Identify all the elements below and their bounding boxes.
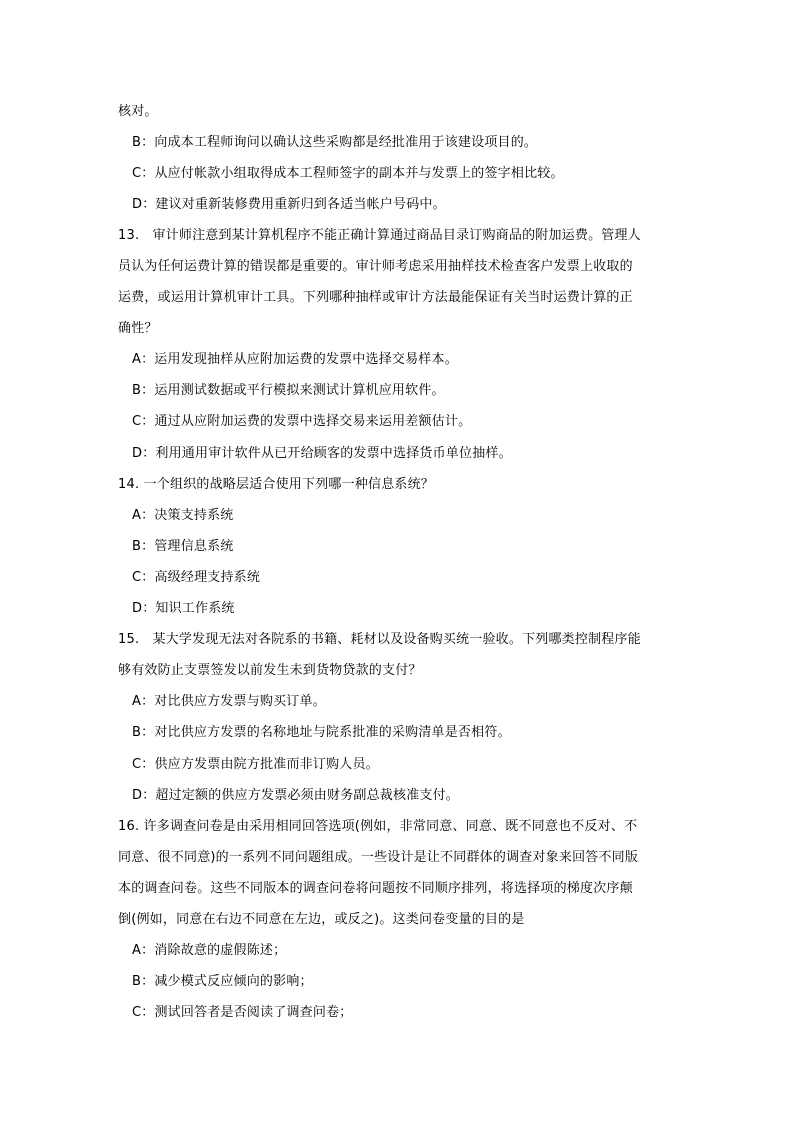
- option-b: B：对比供应方发票的名称地址与院系批准的采购清单是否相符。: [132, 725, 511, 740]
- question-16-line-2: 同意、很不同意)的一系列不同问题组成。一些设计是让不同群体的调查对象来回答不同版: [118, 850, 639, 865]
- question-16-line-4: 倒(例如，同意在右边不同意在左边，或反之)。这类问卷变量的目的是: [118, 912, 525, 927]
- option-a: A：运用发现抽样从应附加运费的发票中选择交易样本。: [132, 352, 458, 367]
- question-15-line-2: 够有效防止支票签发以前发生未到货物贷款的支付？: [118, 663, 422, 678]
- question-16: 16. 许多调查问卷是由采用相同回答选项(例如，非常同意、同意、既不同意也不反对、不: [118, 819, 638, 834]
- option-c: C：从应付帐款小组取得成本工程师签字的副本并与发票上的签字相比较。: [132, 166, 564, 181]
- option-d: D：建议对重新装修费用重新归到各适当帐户号码中。: [132, 197, 446, 212]
- option-b: B：运用测试数据或平行模拟来测试计算机应用软件。: [132, 383, 445, 398]
- option-a: A：对比供应方发票与购买订单。: [132, 694, 326, 709]
- question-13-line-2: 员认为任何运费计算的错误都是重要的。审计师考虑采用抽样技术检查客户发票上收取的: [118, 259, 633, 274]
- option-c: C：测试回答者是否阅读了调查问卷；: [132, 1005, 353, 1020]
- option-d: D：知识工作系统: [132, 601, 235, 616]
- question-13-line-3: 运费，或运用计算机审计工具。下列哪种抽样或审计方法最能保证有关当时运费计算的正: [118, 290, 633, 305]
- question-16-line-3: 本的调查问卷。这些不同版本的调查问卷将问题按不同顺序排列，将选择项的梯度次序颠: [118, 881, 633, 896]
- option-a: A：决策支持系统: [132, 508, 234, 523]
- question-14: 14. 一个组织的战略层适合使用下列哪一种信息系统？: [118, 477, 435, 492]
- question-13: 13. 审计师注意到某计算机程序不能正确计算通过商品目录订购商品的附加运费。管理人: [118, 228, 641, 243]
- option-b: B：向成本工程师询问以确认这些采购都是经批准用于该建设项目的。: [132, 135, 538, 150]
- question-13-line-4: 确性？: [118, 321, 158, 336]
- option-d: D：利用通用审计软件从已开给顾客的发票中选择货币单位抽样。: [132, 446, 512, 461]
- option-a: A：消除故意的虚假陈述；: [132, 943, 287, 958]
- option-c: C：高级经理支持系统: [132, 570, 261, 585]
- option-b: B：减少模式反应倾向的影响；: [132, 974, 313, 989]
- option-b: B：管理信息系统: [132, 539, 234, 554]
- option-c: C：通过从应附加运费的发票中选择交易来运用差额估计。: [132, 414, 472, 429]
- question-15: 15. 某大学发现无法对各院系的书籍、耗材以及设备购买统一验收。下列哪类控制程序能: [118, 632, 641, 647]
- text-line: 核对。: [118, 104, 158, 119]
- option-c: C：供应方发票由院方批准而非订购人员。: [132, 757, 379, 772]
- option-d: D：超过定额的供应方发票必须由财务副总裁核准支付。: [132, 788, 460, 803]
